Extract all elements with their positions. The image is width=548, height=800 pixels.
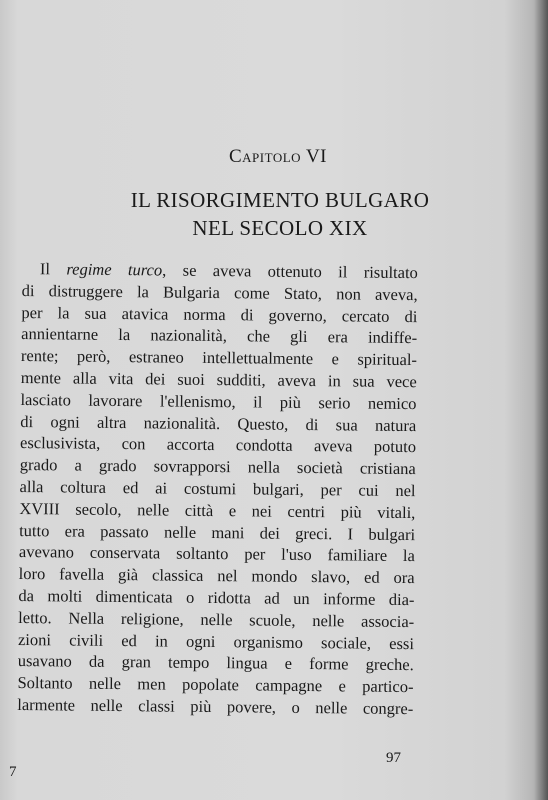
text-line-segment: loro favella già classica nel mondo slavo, ed ora: [18, 564, 415, 588]
text-line-segment: per la sua atavica norma di governo, cercato di: [21, 302, 418, 326]
text-line-segment: rente; però, estraneo intellettualmente e spiritual-: [20, 346, 418, 370]
body-paragraph: [17, 258, 418, 720]
text-line-segment: da molti dimenticata o ridotta ad un informe dia-: [18, 585, 415, 610]
text-line-segment: usavano da gran tempo lingua e forme greche.: [17, 651, 414, 675]
text-line-segment: Soltanto nelle men popolate campagne e partico-: [17, 673, 414, 697]
text-line-segment: mente alla vita dei suoi sudditi, aveva in sua vece: [20, 367, 417, 392]
text-line-segment: letto. Nella religione, nelle scuole, nelle associa-: [18, 607, 415, 631]
chapter-title-line-1: IL RISORGIMENTO BULGARO: [130, 188, 430, 212]
text-line-segment: XVIII secolo, nelle città e nei centri più vitali,: [19, 498, 416, 522]
chapter-title-line-2: NEL SECOLO XIX: [192, 216, 368, 240]
text-line-segment: grado a grado sovrapporsi nella società cristiana: [19, 455, 416, 479]
text-line-segment: larmente nelle classi più povere, o nelle congre-: [17, 694, 414, 719]
text-line-segment: annientarne la nazionalità, che gli era indiffe-: [21, 324, 418, 348]
corner-number: 7: [9, 764, 17, 780]
chapter-title: [0, 186, 548, 242]
page-gutter-shadow: [534, 0, 548, 800]
text-line: [17, 694, 413, 720]
text-line-segment: , se aveva ottenuto il risultato: [162, 260, 418, 283]
text-line-segment: di ogni altra nazionalità. Questo, di sua natura: [20, 411, 417, 435]
text-line-segment: lasciato lavorare l'ellenismo, il più serio nemico: [20, 389, 417, 413]
text-line-segment: alla coltura ed ai costumi bulgari, per cui nel: [19, 476, 416, 501]
chapter-heading: Capitolo VI: [229, 146, 327, 167]
page-number: 97: [386, 750, 401, 766]
text-line-segment: esclusivista, con accorta condotta aveva potuto: [19, 433, 417, 457]
text-line-segment: di distruggere la Bulgaria come Stato, non aveva,: [21, 280, 418, 304]
text-line-segment: Il: [39, 259, 67, 279]
text-line-segment: zioni civili ed in ogni organismo sociale, essi: [17, 629, 415, 653]
italic-term: regime turco: [66, 259, 163, 280]
text-line-segment: tutto era passato nelle mani dei greci. I bulgari: [19, 520, 416, 544]
text-line-segment: avevano conservata soltanto per l'uso familiare la: [18, 542, 416, 566]
